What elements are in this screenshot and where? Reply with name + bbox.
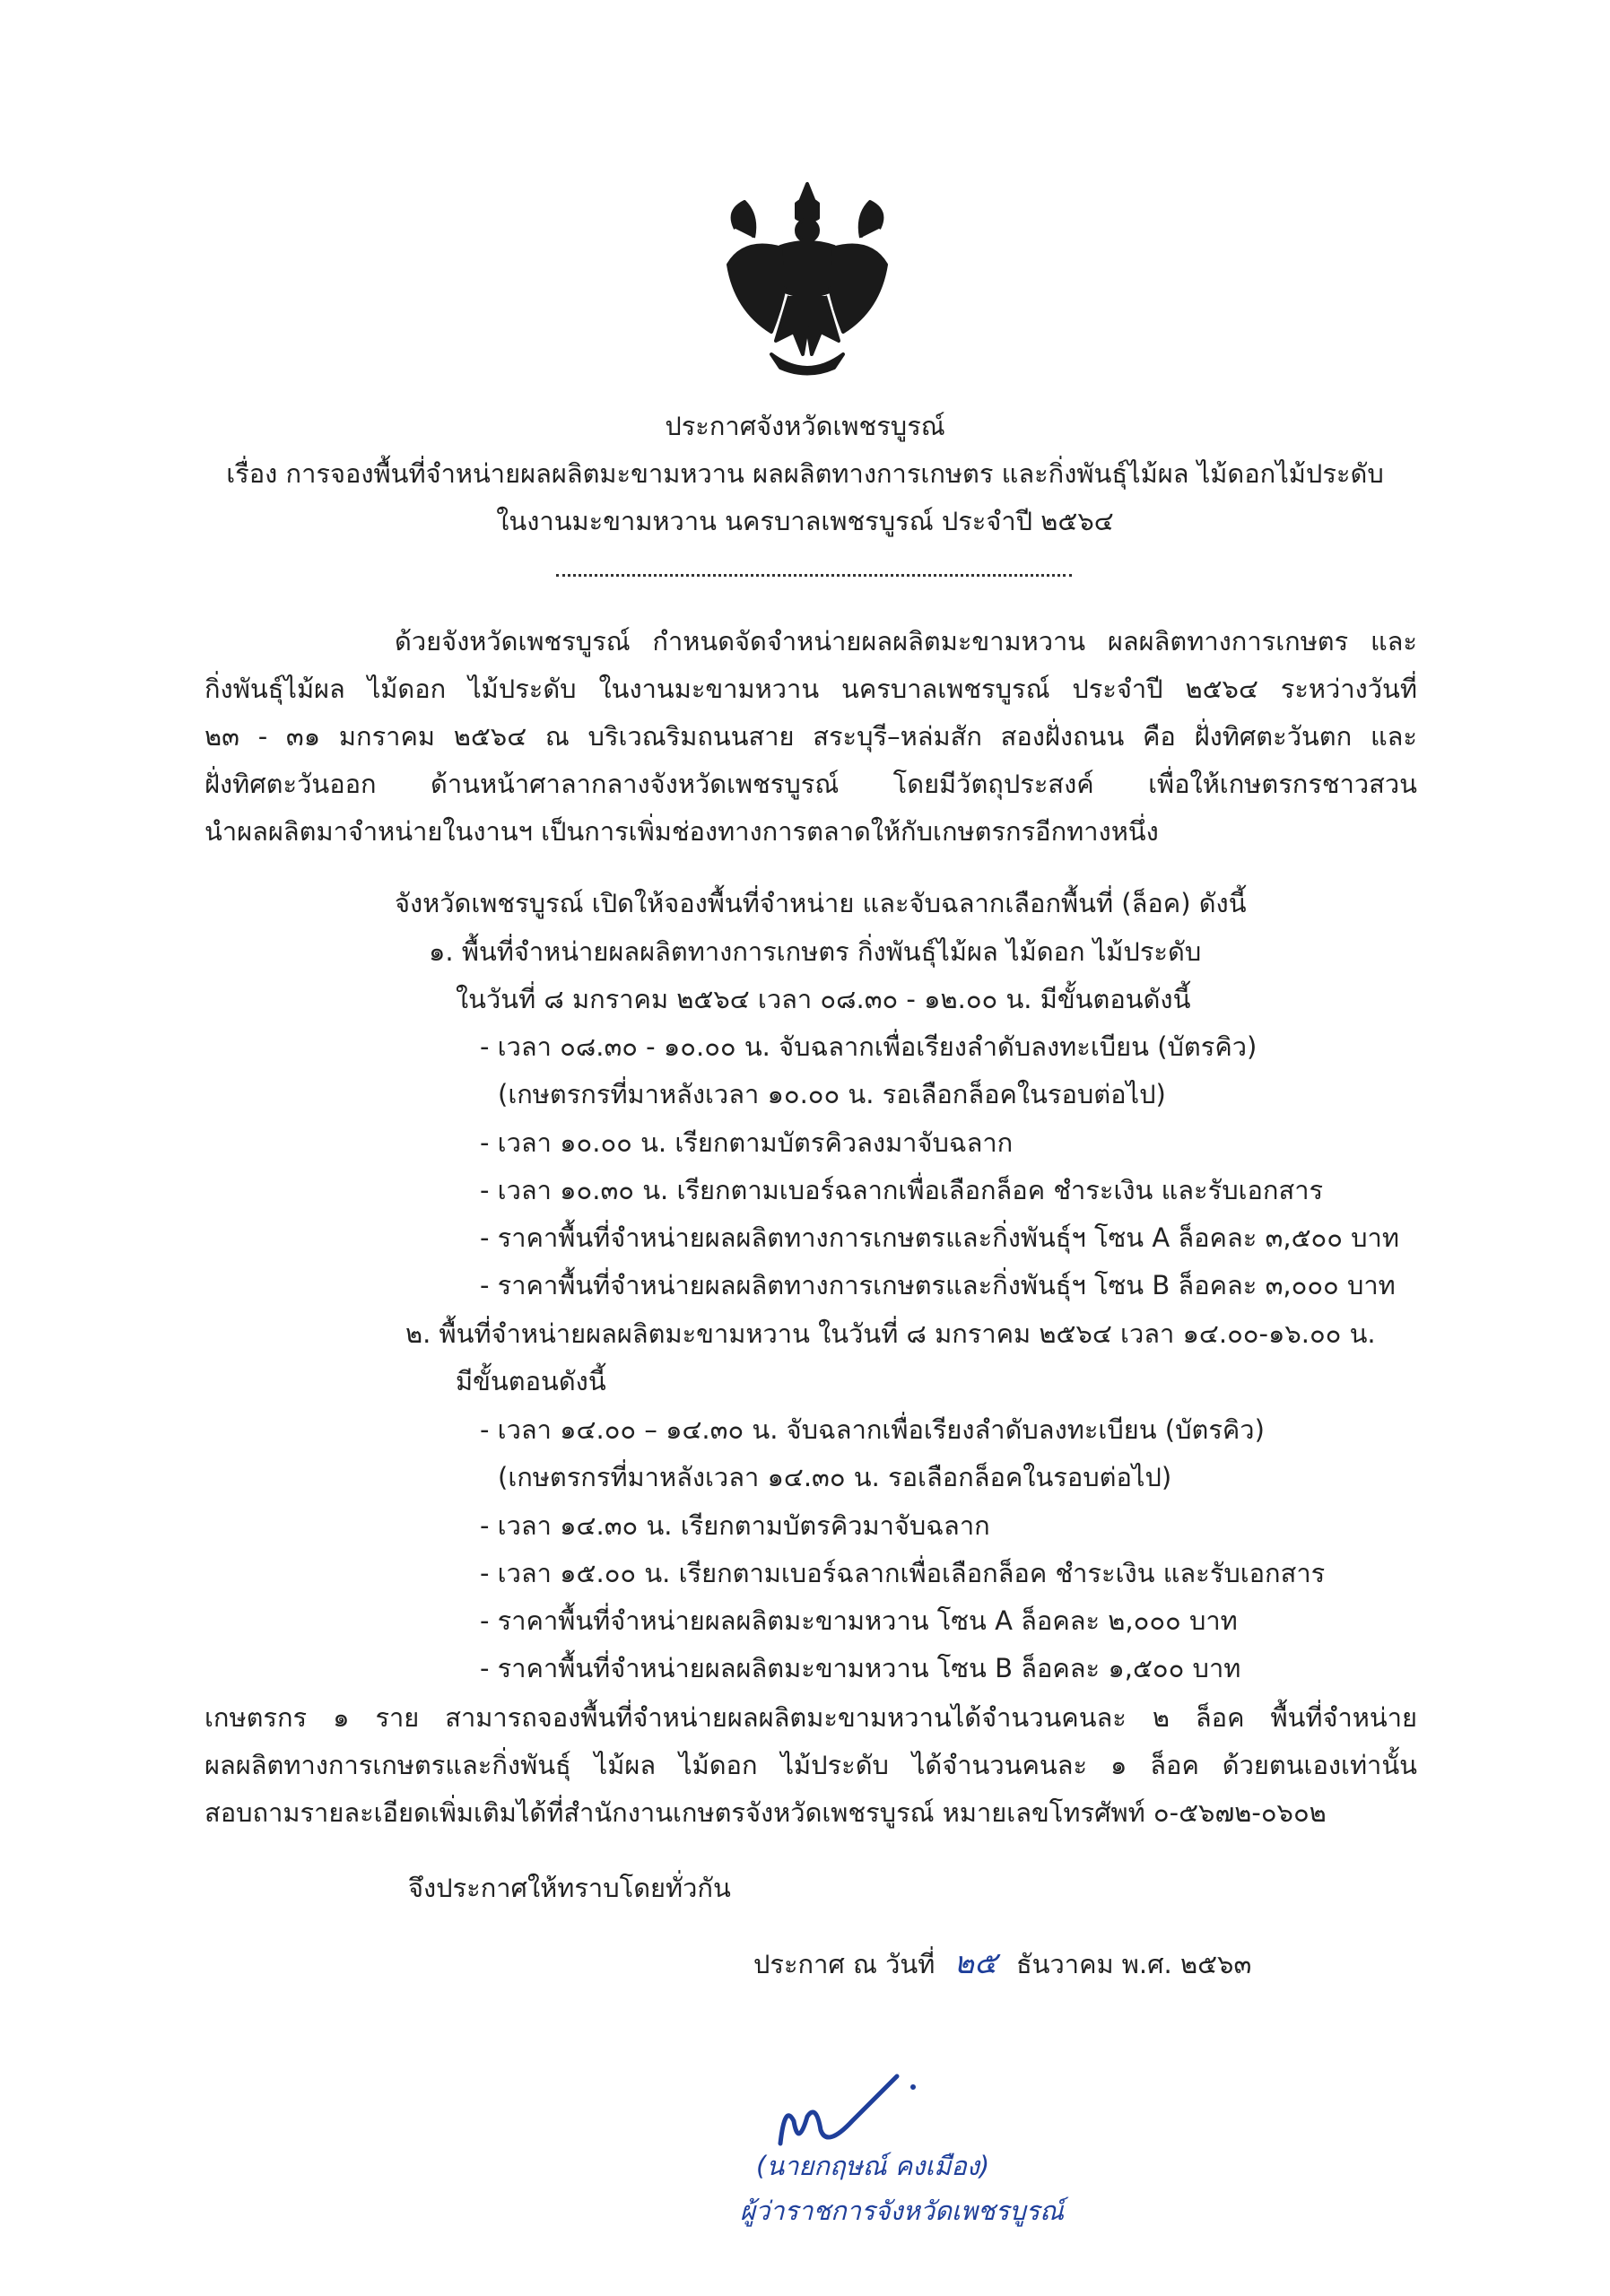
section1-item: - ราคาพื้นที่จำหน่ายผลผลิตทางการเกษตรและกิ่งพันธุ์ฯ โซน A ล็อคละ ๓,๕๐๐ บาท [480,1222,1399,1253]
section1-item: (เกษตรกรที่มาหลังเวลา ๑๐.๐๐ น. รอเลือกล็อคในรอบต่อไป) [498,1079,1166,1109]
dateline-day: ๒๕ [953,1945,997,1981]
intro-line-5: นำผลผลิตมาจำหน่ายในงานฯ เป็นการเพิ่มช่องทางการตลาดให้กับเกษตรกรอีกทางหนึ่ง [205,816,1159,847]
section1-item: - เวลา ๑๐.๐๐ น. เรียกตามบัตรคิวลงมาจับฉลาก [480,1127,1014,1158]
section1-title: ๑. พื้นที่จำหน่ายผลผลิตทางการเกษตร กิ่งพันธุ์ไม้ผล ไม้ดอก ไม้ประดับ [429,936,1202,967]
signatory-name: (นายกฤษณ์ คงเมือง) [756,2151,990,2181]
section1-item: - ราคาพื้นที่จำหน่ายผลผลิตทางการเกษตรและกิ่งพันธุ์ฯ โซน B ล็อคละ ๓,๐๐๐ บาท [480,1270,1396,1300]
closing-line-3: สอบถามรายละเอียดเพิ่มเติมได้ที่สำนักงานเกษตรจังหวัดเพชรบูรณ์ หมายเลขโทรศัพท์ ๐-๕๖๗๒-๐๖๐๒ [205,1797,1327,1828]
section2-item: - เวลา ๑๔.๓๐ น. เรียกตามบัตรคิวมาจับฉลาก [480,1510,990,1541]
dateline-prefix: ประกาศ ณ วันที่ [753,1949,936,1979]
section2-item: - ราคาพื้นที่จำหน่ายผลผลิตมะขามหวาน โซน B ล็อคละ ๑,๕๐๐ บาท [480,1653,1241,1683]
subject-line-1: เรื่อง การจองพื้นที่จำหน่ายผลผลิตมะขามหวาน ผลผลิตทางการเกษตร และกิ่งพันธุ์ไม้ผล ไม้ดอกไม้ประดับ [226,458,1384,489]
announce-line: จึงประกาศให้ทราบโดยทั่วกัน [408,1873,731,1903]
section1-date: ในวันที่ ๘ มกราคม ๒๕๖๔ เวลา ๐๘.๓๐ - ๑๒.๐๐ น. มีขั้นตอนดังนี้ [456,984,1191,1014]
section2-item: - เวลา ๑๔.๐๐ – ๑๔.๓๐ น. จับฉลากเพื่อเรียงลำดับลงทะเบียน (บัตรคิว) [480,1414,1265,1445]
dateline [753,1945,1251,1982]
announcement-title: ประกาศจังหวัดเพชรบูรณ์ [665,411,945,441]
intro-line-3: ๒๓ - ๓๑ มกราคม ๒๕๖๔ ณ บริเวณริมถนนสาย สระบุรี–หล่มสัก สองฝั่งถนน คือ ฝั่งทิศตะวันตก และ [205,721,1417,752]
intro-line-4: ฝั่งทิศตะวันออก ด้านหน้าศาลากลางจังหวัดเพชรบูรณ์ โดยมีวัตถุประสงค์ เพื่อให้เกษตรกรชาวสวน [205,769,1417,799]
intro-line-1: ด้วยจังหวัดเพชรบูรณ์ กำหนดจัดจำหน่ายผลผลิตมะขามหวาน ผลผลิตทางการเกษตร และ [395,626,1417,657]
section1-item: - เวลา ๐๘.๓๐ - ๑๐.๐๐ น. จับฉลากเพื่อเรียงลำดับลงทะเบียน (บัตรคิว) [480,1031,1258,1062]
section2-item: - ราคาพื้นที่จำหน่ายผลผลิตมะขามหวาน โซน A ล็อคละ ๒,๐๐๐ บาท [480,1605,1238,1636]
signatory-position: ผู้ว่าราชการจังหวัดเพชรบูรณ์ [740,2196,1065,2226]
section2-title: ๒. พื้นที่จำหน่ายผลผลิตมะขามหวาน ในวันที่ ๘ มกราคม ๒๕๖๔ เวลา ๑๔.๐๐-๑๖.๐๐ น. [405,1318,1376,1349]
opening-line: จังหวัดเพชรบูรณ์ เปิดให้จองพื้นที่จำหน่าย และจับฉลากเลือกพื้นที่ (ล็อค) ดังนี้ [395,888,1247,918]
dotted-divider [556,574,1072,577]
intro-line-2: กิ่งพันธุ์ไม้ผล ไม้ดอก ไม้ประดับ ในงานมะขามหวาน นครบาลเพชรบูรณ์ ประจำปี ๒๕๖๔ ระหว่างวันที่ [205,674,1417,704]
subject-line-2: ในงานมะขามหวาน นครบาลเพชรบูรณ์ ประจำปี ๒๕๖๔ [496,506,1114,536]
garuda-emblem-icon [718,175,897,381]
section2-item: - เวลา ๑๕.๐๐ น. เรียกตามเบอร์ฉลากเพื่อเลือกล็อค ชำระเงิน และรับเอกสาร [480,1558,1326,1588]
closing-line-2: ผลผลิตทางการเกษตรและกิ่งพันธุ์ ไม้ผล ไม้ดอก ไม้ประดับ ได้จำนวนคนละ ๑ ล็อค ด้วยตนเองเท่านั้น [205,1750,1417,1780]
dateline-suffix: ธันวาคม พ.ศ. ๒๕๖๓ [1015,1949,1252,1979]
section2-title-cont: มีขั้นตอนดังนี้ [456,1366,606,1396]
closing-line-1: เกษตรกร ๑ ราย สามารถจองพื้นที่จำหน่ายผลผลิตมะขามหวานได้จำนวนคนละ ๒ ล็อค พื้นที่จำหน่าย [205,1702,1417,1733]
section2-item: (เกษตรกรที่มาหลังเวลา ๑๔.๓๐ น. รอเลือกล็อคในรอบต่อไป) [498,1462,1172,1492]
section1-item: - เวลา ๑๐.๓๐ น. เรียกตามเบอร์ฉลากเพื่อเลือกล็อค ชำระเงิน และรับเอกสาร [480,1175,1324,1205]
signature-mark [771,2067,951,2157]
